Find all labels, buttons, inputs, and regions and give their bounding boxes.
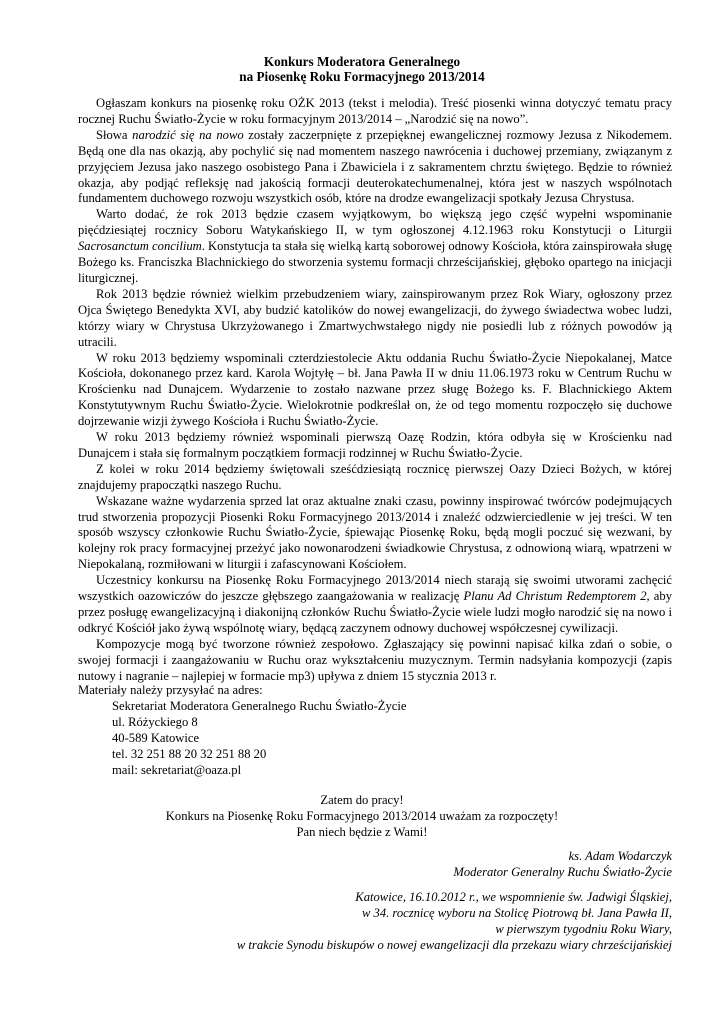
paragraph-3-italic: Sacrosanctum concilium bbox=[78, 239, 202, 254]
paragraph-3 bbox=[78, 207, 672, 287]
paragraph-6: W roku 2013 będziemy również wspominali pierwszą Oazę Rodzin, która odbyła się w Krościenku nad Dunajcem i stała się formalnym początkiem formacji rodzinnej w Ruchu Światło-Życie. bbox=[78, 430, 672, 460]
paragraph-8: Wskazane ważne wydarzenia sprzed lat oraz aktualne znaki czasu, powinny inspirować twórców podejmujących trud stworzenia propozycji Piosenki Roku Formacyjnego 2013/2014 i znaleźć odzwierciedlenie w jej treści. W ten sposób wszyscy członkowie Ruchu Światło-Życie, śpiewając Piosenkę Roku, będą mogli poczuć się wezwani, by kolejny rok pracy formacyjnej przeżyć jako nowonarodzeni świadkowie Chrystusa, z odnowioną wiarą, wpatrzeni w Niepokalaną, rozmiłowani w liturgii i zafascynowani Kościołem. bbox=[78, 493, 672, 572]
address-city: 40-589 Katowice bbox=[112, 730, 200, 745]
address-email: mail: sekretariat@oaza.pl bbox=[112, 762, 242, 777]
signature-block bbox=[453, 849, 672, 881]
place-date-line-4: w trakcie Synodu biskupów o nowej ewangelizacji dla przekazu wiary chrześcijańskiej bbox=[236, 937, 672, 952]
closing-line-3: Pan niech będzie z Wami! bbox=[296, 824, 428, 839]
place-date-line-1: Katowice, 16.10.2012 r., we wspomnienie św. Jadwigi Śląskiej, bbox=[355, 890, 672, 904]
closing-line-2: Konkurs na Piosenkę Roku Formacyjnego 2013/2014 uważam za rozpoczęty! bbox=[165, 808, 559, 823]
paragraph-4: Rok 2013 będzie również wielkim przebudzeniem wiary, zainspirowanym przez Rok Wiary, ogłoszony przez Ojca Świętego Benedykta XVI, aby budzić katolików do nowej ewangelizacji, do żywego świadectwa wobec ludzi, którzy wiary w Chrystusa Ukrzyżowanego i Zmartwychwstałego nigdy nie posiedli lub z różnych powodów ją utracili. bbox=[78, 286, 672, 349]
paragraph-9 bbox=[78, 573, 672, 637]
document-body bbox=[78, 96, 672, 685]
paragraph-9-italic: Planu Ad Christum Redemptorem 2 bbox=[463, 589, 647, 604]
paragraph-9-end: , aby przez posługę ewangelizacyjną i diakonijną członków Ruchu Światło-Życie wiele ludzi mogło narodzić się na nowo i odkryć Kościół jako żywą wspólnotę wiary, będącą zaczynem odnowy duchowej współczesnej cywilizacji. bbox=[78, 589, 672, 635]
paragraph-2-italic: narodzić się na nowo bbox=[132, 127, 244, 142]
paragraph-9-start: Uczestnicy konkursu na Piosenkę Roku Formacyjnego 2013/2014 niech starają się swoimi utworami zachęcić wszystkich oazowiczów do jeszcze głębszego zaangażowania w realizację bbox=[78, 573, 672, 604]
address-street: ul. Różyckiego 8 bbox=[112, 714, 198, 729]
address-phone: tel. 32 251 88 20 32 251 88 20 bbox=[112, 746, 267, 761]
paragraph-2-end: zostały zaczerpnięte z przepięknej ewangelicznej rozmowy Jezusa z Nikodemem. Będą one dla nas okazją, aby pochylić się nad momentem naszego nawrócenia i duchowej przemiany, związanym z przyjęciem Jezusa jako naszego osobistego Pana i Zbawiciela i z sakramentem chrztu świętego. Będzie to również okazja, aby podjąć refleksję nad jakością formacji deuterokatechumenalnej, która jest w naszych wspólnotach fundamentem duchowego rozwoju wszystkich osób, które na drodze ewangelizacji spotkały Jezusa Chrystusa. bbox=[78, 127, 672, 206]
closing-block bbox=[0, 793, 724, 841]
paragraph-2-start: Słowa bbox=[96, 127, 133, 142]
closing-line-1: Zatem do pracy! bbox=[320, 793, 404, 807]
address-recipient: Sekretariat Moderatora Generalnego Ruchu Światło-Życie bbox=[112, 698, 407, 713]
place-date-block bbox=[237, 890, 672, 954]
place-date-line-2: w 34. rocznicę wyboru na Stolicę Piotrową bł. Jana Pawła II, bbox=[361, 905, 672, 920]
paragraph-5: W roku 2013 będziemy wspominali czterdziestolecie Aktu oddania Ruchu Światło-Życie Niepokalanej, Matce Kościoła, dokonanego przez kard. Karola Wojtyłę – bł. Jana Pawła II w dniu 11.06.1973 roku w Centrum Ruchu w Krościenku nad Dunajcem. Wydarzenie to zostało nazwane przez sługę Bożego ks. F. Blachnickiego Aktem Konstytutywnym Ruchu Światło-Życie. Wielokrotnie podkreślał on, że od tego momentu rozpoczęło się duchowe dojrzewanie wizji żywego Kościoła i Ruchu Światło-Życie. bbox=[78, 350, 672, 429]
paragraph-1: Ogłaszam konkurs na piosenkę roku OŻK 2013 (tekst i melodia). Treść piosenki winna dotyczyć tematu pracy rocznej Ruchu Światło-Życie w roku formacyjnym 2013/2014 – „Narodzić się na nowo”. bbox=[78, 96, 672, 126]
signature-role: Moderator Generalny Ruchu Światło-Życie bbox=[453, 864, 672, 879]
paragraph-3-end: . Konstytucja ta stała się wielką kartą soborowej odnowy Kościoła, która zainspirowała sługę Bożego ks. Franciszka Blachnickiego do stworzenia systemu formacji chrześcijańskiej, głęboko opartego na inicjacji liturgicznej. bbox=[78, 239, 672, 285]
place-date-line-3: w pierwszym tygodniu Roku Wiary, bbox=[495, 921, 672, 936]
signature-name: ks. Adam Wodarczyk bbox=[568, 849, 672, 863]
document-title-line-1: Konkurs Moderatora Generalnego bbox=[263, 54, 461, 69]
address-block bbox=[78, 683, 478, 778]
paragraph-10: Kompozycje mogą być tworzone również zespołowo. Zgłaszający się powinni napisać kilka zdań o sobie, o swojej formacji i zaangażowaniu w Ruchu oraz wykształceniu muzycznym. Termin nadsyłania kompozycji (zapis nutowy i nagranie – najlepiej w formacie mp3) upływa z dniem 15 stycznia 2013 r. bbox=[78, 636, 672, 683]
paragraph-3-start: Warto dodać, że rok 2013 będzie czasem wyjątkowym, bo większą jego część wypełni wspominanie pięćdziesiątej rocznicy Soboru Watykańskiego II, w tym ogłoszonej 4.12.1963 roku Konstytucji o Liturgii bbox=[78, 207, 672, 238]
document-title-line-2: na Piosenkę Roku Formacyjnego 2013/2014 bbox=[239, 69, 485, 84]
address-intro: Materiały należy przysyłać na adres: bbox=[78, 683, 263, 697]
paragraph-7: Z kolei w roku 2014 będziemy świętowali sześćdziesiątą rocznicę pierwszej Oazy Dzieci Bożych, w której znajdujemy prapoczątki naszego Ruchu. bbox=[78, 461, 672, 492]
paragraph-2 bbox=[78, 128, 672, 208]
